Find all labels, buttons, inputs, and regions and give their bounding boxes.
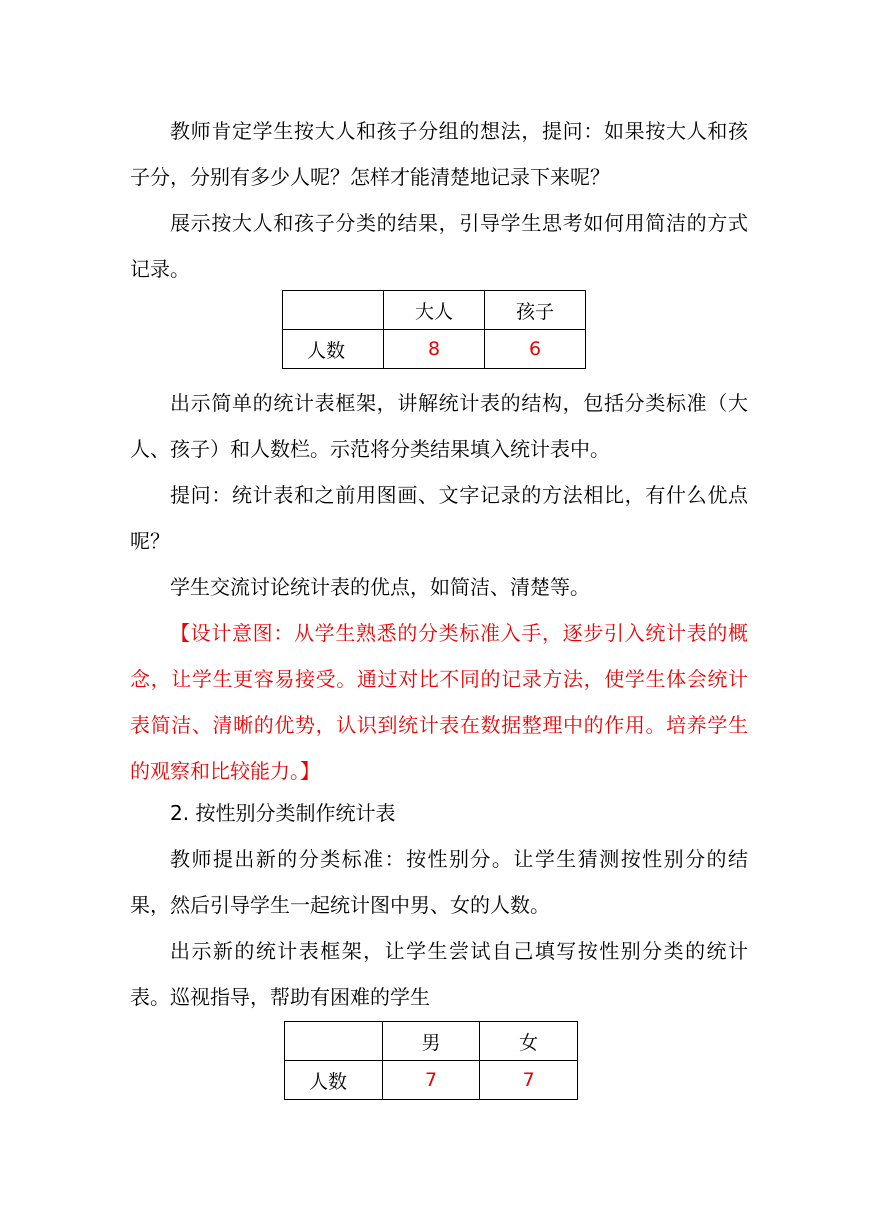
table-row — [285, 1061, 578, 1100]
table-value-adults: 8 — [384, 330, 485, 369]
table-header-male: 男 — [382, 1022, 480, 1061]
table-header-row — [285, 1022, 578, 1061]
table-row-label: 人数 — [283, 330, 384, 369]
paragraph-show-results: 展示按大人和孩子分类的结果，引导学生思考如何用简洁的方式记录。 — [130, 211, 748, 281]
table-header-children: 孩子 — [485, 291, 586, 330]
paragraph-table-framework: 出示简单的统计表框架，讲解统计表的结构，包括分类标准（大人、孩子）和人数栏。示范将分类结果填入统计表中。 — [130, 391, 748, 461]
table-value-male: 7 — [382, 1061, 480, 1100]
paragraph-new-table: 出示新的统计表框架，让学生尝试自己填写按性别分类的统计表。巡视指导，帮助有困难的学生 — [130, 939, 748, 1009]
table-header-adults: 大人 — [384, 291, 485, 330]
table-row — [283, 330, 586, 369]
table-header-female: 女 — [480, 1022, 578, 1061]
paragraph-teacher-question: 教师肯定学生按大人和孩子分组的想法，提问：如果按大人和孩子分，分别有多少人呢？怎样才能清楚地记录下来呢？ — [130, 119, 748, 189]
adults-children-table — [282, 290, 586, 369]
paragraph-advantages-question: 提问：统计表和之前用图画、文字记录的方法相比，有什么优点呢？ — [130, 483, 748, 553]
table-corner-cell — [283, 291, 384, 330]
table-header-row — [283, 291, 586, 330]
gender-table — [284, 1021, 578, 1100]
design-intent-note: 【设计意图：从学生熟悉的分类标准入手，逐步引入统计表的概念，让学生更容易接受。通过对比不同的记录方法，使学生体会统计表简洁、清晰的优势，认识到统计表在数据整理中的作用。培养学生的观察和比较能力。】 — [130, 621, 748, 783]
section-heading-gender: 2. 按性别分类制作统计表 — [170, 801, 396, 825]
paragraph-student-discussion: 学生交流讨论统计表的优点，如简洁、清楚等。 — [170, 575, 590, 599]
table-value-children: 6 — [485, 330, 586, 369]
table-row-label: 人数 — [285, 1061, 383, 1100]
paragraph-gender-standard: 教师提出新的分类标准：按性别分。让学生猜测按性别分的结果，然后引导学生一起统计图中男、女的人数。 — [130, 847, 748, 917]
table-corner-cell — [285, 1022, 383, 1061]
table-value-female: 7 — [480, 1061, 578, 1100]
